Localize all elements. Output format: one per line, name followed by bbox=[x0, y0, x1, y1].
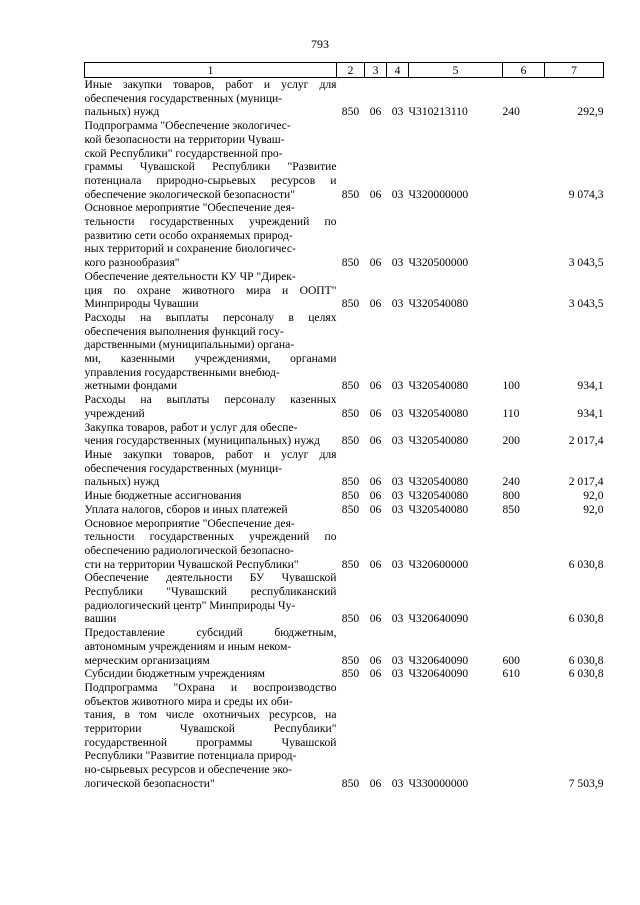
row-expense-type: 800 bbox=[502, 489, 520, 503]
row-ministry-code: 850 bbox=[341, 406, 360, 420]
row-expense-type: 610 bbox=[502, 667, 520, 681]
table-row bbox=[85, 667, 604, 681]
row-subsection-code: 03 bbox=[391, 475, 404, 489]
row-name: Обеспечение деятельности КУ ЧР "Дирек- ция по охране животного мира и ООПТ" Минприроды Чувашии bbox=[84, 269, 337, 311]
row-target-code: Ч320600000 bbox=[408, 557, 469, 571]
row-name: Расходы на выплаты персоналу в целях обеспечения выполнения функций госу- дарственными (муниципальными) органа- ми, казенными учреждениями, органами управления государственными внебюд- жетными фондами bbox=[84, 310, 337, 393]
row-target-code: Ч320540080 bbox=[408, 475, 469, 489]
row-target-code: Ч320540080 bbox=[408, 489, 469, 503]
row-amount: 6 030,8 bbox=[568, 612, 604, 626]
row-expense-type bbox=[503, 270, 545, 311]
header-col-7: 7 bbox=[545, 63, 604, 78]
row-expense-type bbox=[503, 681, 545, 791]
row-section-code: 06 bbox=[369, 489, 382, 503]
row-ministry-code: 850 bbox=[341, 379, 360, 393]
row-amount: 6 030,8 bbox=[568, 667, 604, 681]
row-ministry-code: 850 bbox=[341, 502, 360, 516]
row-section-code: 06 bbox=[369, 502, 382, 516]
row-subsection-code: 03 bbox=[391, 557, 404, 571]
row-expense-type bbox=[503, 517, 545, 572]
table-row bbox=[85, 119, 604, 201]
header-col-5: 5 bbox=[409, 63, 503, 78]
header-col-4: 4 bbox=[387, 63, 409, 78]
row-ministry-code: 850 bbox=[341, 256, 360, 270]
row-name: Уплата налогов, сборов и иных платежей bbox=[84, 502, 288, 516]
row-amount: 292,9 bbox=[577, 105, 604, 119]
row-ministry-code: 850 bbox=[341, 776, 360, 790]
row-subsection-code: 03 bbox=[391, 776, 404, 790]
row-name: Обеспечение деятельности БУ Чувашской Республики "Чувашский республиканский радиологический центр" Минприроды Чу- вашии bbox=[84, 571, 337, 626]
table-body bbox=[85, 78, 604, 791]
row-name: Субсидии бюджетным учреждениям bbox=[84, 667, 265, 681]
row-expense-type: 100 bbox=[502, 379, 520, 393]
row-target-code: Ч320640090 bbox=[408, 667, 469, 681]
row-amount: 3 043,5 bbox=[568, 256, 604, 270]
row-ministry-code: 850 bbox=[341, 105, 360, 119]
row-expense-type: 240 bbox=[502, 105, 520, 119]
row-amount: 2 017,4 bbox=[568, 434, 604, 448]
row-expense-type bbox=[503, 571, 545, 626]
row-subsection-code: 03 bbox=[391, 489, 404, 503]
row-subsection-code: 03 bbox=[391, 187, 404, 201]
row-expense-type: 850 bbox=[502, 502, 520, 516]
row-name: Иные бюджетные ассигнования bbox=[84, 489, 242, 503]
row-section-code: 06 bbox=[369, 187, 382, 201]
row-subsection-code: 03 bbox=[391, 434, 404, 448]
row-subsection-code: 03 bbox=[391, 406, 404, 420]
row-section-code: 06 bbox=[369, 667, 382, 681]
table-row bbox=[85, 78, 604, 120]
table-row bbox=[85, 517, 604, 572]
row-section-code: 06 bbox=[369, 256, 382, 270]
budget-table bbox=[84, 62, 604, 791]
row-target-code: Ч320640090 bbox=[408, 653, 469, 667]
row-subsection-code: 03 bbox=[391, 653, 404, 667]
row-section-code: 06 bbox=[369, 406, 382, 420]
row-section-code: 06 bbox=[369, 776, 382, 790]
row-subsection-code: 03 bbox=[391, 256, 404, 270]
table-header bbox=[85, 63, 604, 78]
row-name: Иные закупки товаров, работ и услуг для обеспечения государственных (муници- пальных) нужд bbox=[84, 447, 337, 489]
row-expense-type bbox=[503, 201, 545, 270]
row-target-code: Ч330000000 bbox=[408, 776, 469, 790]
row-amount: 6 030,8 bbox=[568, 653, 604, 667]
table-row bbox=[85, 448, 604, 489]
row-name: Подпрограмма "Охрана и воспроизводство объектов животного мира и среды их оби- тания, в том числе охотничьих ресурсов, на территории Чувашской Республики" государственной программы Чувашской Республики "Развитие потенциала природ- но-сырьевых ресурсов и обеспечение эко- логической безопасности" bbox=[84, 680, 337, 790]
header-col-6: 6 bbox=[503, 63, 545, 78]
table-row bbox=[85, 201, 604, 270]
row-ministry-code: 850 bbox=[341, 667, 360, 681]
table-row bbox=[85, 421, 604, 448]
row-section-code: 06 bbox=[369, 557, 382, 571]
row-amount: 7 503,9 bbox=[568, 776, 604, 790]
row-ministry-code: 850 bbox=[341, 653, 360, 667]
row-amount: 934,1 bbox=[577, 406, 604, 420]
row-target-code: Ч320540080 bbox=[408, 434, 469, 448]
row-name: Закупка товаров, работ и услуг для обеспе- чения государственных (муниципальных) нужд bbox=[84, 420, 320, 448]
row-amount: 6 030,8 bbox=[568, 557, 604, 571]
row-expense-type: 200 bbox=[502, 434, 520, 448]
row-target-code: Ч320000000 bbox=[408, 187, 469, 201]
row-section-code: 06 bbox=[369, 612, 382, 626]
row-subsection-code: 03 bbox=[391, 379, 404, 393]
row-subsection-code: 03 bbox=[391, 105, 404, 119]
row-target-code: Ч320540080 bbox=[408, 297, 469, 311]
row-expense-type: 600 bbox=[502, 653, 520, 667]
header-col-1: 1 bbox=[85, 63, 337, 78]
row-amount: 2 017,4 bbox=[568, 475, 604, 489]
row-section-code: 06 bbox=[369, 434, 382, 448]
table-row bbox=[85, 626, 604, 667]
row-subsection-code: 03 bbox=[391, 297, 404, 311]
header-col-2: 2 bbox=[337, 63, 365, 78]
table-row bbox=[85, 489, 604, 503]
row-target-code: Ч320540080 bbox=[408, 406, 469, 420]
row-section-code: 06 bbox=[369, 475, 382, 489]
row-amount: 92,0 bbox=[583, 502, 604, 516]
row-name: Расходы на выплаты персоналу казенных учреждений bbox=[84, 393, 337, 420]
row-expense-type bbox=[503, 119, 545, 201]
row-expense-type: 240 bbox=[502, 475, 520, 489]
row-ministry-code: 850 bbox=[341, 612, 360, 626]
table-row bbox=[85, 270, 604, 311]
header-col-3: 3 bbox=[365, 63, 387, 78]
row-name: Основное мероприятие "Обеспечение дея- тельности государственных учреждений по обеспечению радиологической безопасно- сти на территории Чувашской Республики" bbox=[84, 516, 337, 571]
table-row bbox=[85, 571, 604, 626]
row-target-code: Ч320540080 bbox=[408, 502, 469, 516]
row-target-code: Ч320500000 bbox=[408, 256, 469, 270]
table-row bbox=[85, 393, 604, 420]
row-name: Основное мероприятие "Обеспечение дея- тельности государственных учреждений по развитию сети особо охраняемых природ- ных территорий и сохранение биологичес- кого разнообразия" bbox=[84, 201, 337, 270]
row-subsection-code: 03 bbox=[391, 612, 404, 626]
row-target-code: Ч320640090 bbox=[408, 612, 469, 626]
row-amount: 92,0 bbox=[583, 489, 604, 503]
row-ministry-code: 850 bbox=[341, 434, 360, 448]
row-expense-type: 110 bbox=[502, 406, 520, 420]
row-ministry-code: 850 bbox=[341, 489, 360, 503]
row-section-code: 06 bbox=[369, 379, 382, 393]
table-header-row bbox=[85, 63, 604, 78]
row-ministry-code: 850 bbox=[341, 557, 360, 571]
row-subsection-code: 03 bbox=[391, 667, 404, 681]
row-amount: 934,1 bbox=[577, 379, 604, 393]
row-amount: 3 043,5 bbox=[568, 297, 604, 311]
row-section-code: 06 bbox=[369, 297, 382, 311]
row-ministry-code: 850 bbox=[341, 297, 360, 311]
row-subsection-code: 03 bbox=[391, 502, 404, 516]
row-name: Подпрограмма "Обеспечение экологичес- кой безопасности на территории Чуваш- ской Республики" государственной про- граммы Чувашской Республики "Развитие потенциала природно-сырьевых ресурсов и обеспечение экологической безопасности" bbox=[84, 119, 337, 201]
row-section-code: 06 bbox=[369, 105, 382, 119]
row-ministry-code: 850 bbox=[341, 475, 360, 489]
table-row bbox=[85, 311, 604, 393]
page-number: 793 bbox=[311, 37, 329, 51]
row-name: Предоставление субсидий бюджетным, автономным учреждениям и иным неком- мерческим организациям bbox=[84, 626, 337, 667]
row-amount: 9 074,3 bbox=[568, 187, 604, 201]
row-section-code: 06 bbox=[369, 653, 382, 667]
row-target-code: Ч320540080 bbox=[408, 379, 469, 393]
row-ministry-code: 850 bbox=[341, 187, 360, 201]
row-name: Иные закупки товаров, работ и услуг для обеспечения государственных (муници- пальных) нужд bbox=[84, 78, 337, 119]
row-target-code: Ч310213110 bbox=[408, 105, 468, 119]
table-row bbox=[85, 681, 604, 791]
table-row bbox=[85, 503, 604, 517]
